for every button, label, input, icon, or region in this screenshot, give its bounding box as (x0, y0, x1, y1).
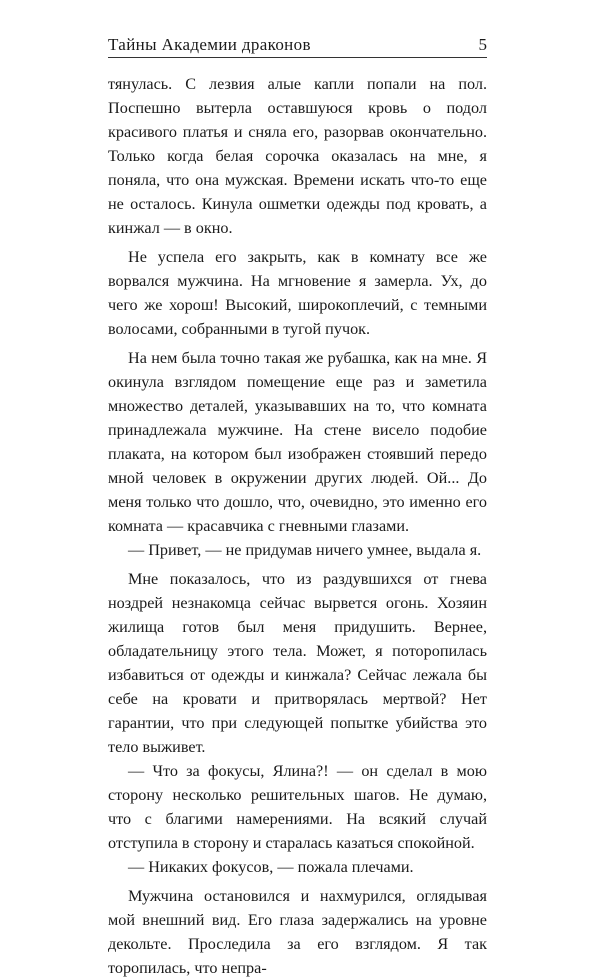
paragraph-5: Мне показалось, что из раздувшихся от гнева ноздрей незнакомца сейчас вырвется огонь. Хозяин жилища готов был меня придушить. Вернее, обладательницу этого тела. Может, я поторопилась избавиться от одежды и кинжала? Сейчас лежала бы себе на кровати и притворялась мертвой? Нет гарантии, что при следующей попытке убийства это тело выживет. (108, 570, 487, 756)
paragraph-6: — Что за фокусы, Ялина?! — он сделал в мою сторону несколько решительных шагов. Не думаю, что с благими намерениями. На всякий случай отступила в сторону и старалась казаться спокойной. (108, 762, 487, 852)
paragraph-7: — Никаких фокусов, — пожала плечами. (128, 858, 414, 876)
book-title: Тайны Академии драконов (108, 35, 311, 54)
paragraph-8: Мужчина остановился и нахмурился, оглядывая мой внешний вид. Его глаза задержались на уровне декольте. Проследила за его взглядом. Я так торопилась, что непра- (108, 887, 487, 977)
page-number: 5 (478, 35, 487, 54)
page-body (108, 72, 487, 980)
running-header (108, 34, 487, 58)
paragraph-1: тянулась. С лезвия алые капли попали на пол. Поспешно вытерла оставшуюся кровь о подол красивого платья и сняла его, разорвав окончательно. Только когда белая сорочка оказалась на мне, я поняла, что она мужская. Времени искать что-то еще не осталось. Кинула ошметки одежды под кровать, а кинжал — в окно. (108, 75, 487, 237)
paragraph-4: — Привет, — не придумав ничего умнее, выдала я. (128, 541, 482, 559)
paragraph-3: На нем была точно такая же рубашка, как на мне. Я окинула взглядом помещение еще раз и заметила множество деталей, указывавших на то, что комната принадлежала мужчине. На стене висело подобие плаката, на котором был изображен стоявший передо мной человек в окружении других людей. Ой... До меня только что дошло, что, очевидно, это именно его комната — красавчика с гневными глазами. (108, 349, 487, 535)
paragraph-2: Не успела его закрыть, как в комнату все же ворвался мужчина. На мгновение я замерла. Ух, до чего же хорош! Высокий, широкоплечий, с темными волосами, собранными в тугой пучок. (108, 248, 487, 338)
